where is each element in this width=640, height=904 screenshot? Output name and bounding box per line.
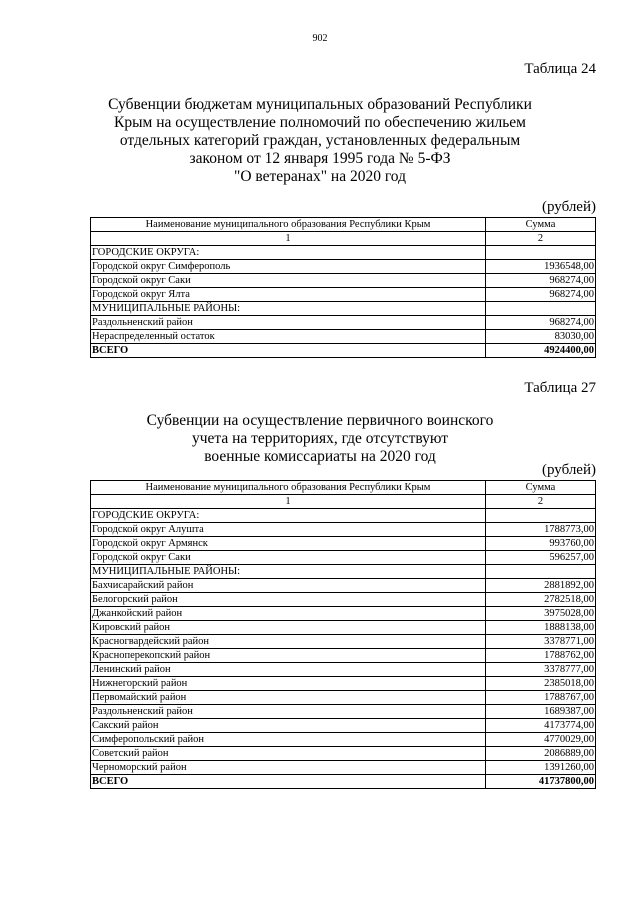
municipality-name: ГОРОДСКИЕ ОКРУГА:: [91, 246, 486, 260]
table-row: [91, 509, 596, 523]
municipality-name: Нижнегорский район: [91, 677, 486, 691]
table-row: [91, 691, 596, 705]
amount: 41737800,00: [485, 775, 595, 789]
amount: 2385018,00: [485, 677, 595, 691]
table-24-units: (рублей): [541, 199, 596, 215]
municipality-name: Первомайский район: [91, 691, 486, 705]
title-line: законом от 12 января 1995 года № 5-ФЗ: [189, 150, 451, 167]
table-header-row: [91, 218, 596, 232]
municipality-name: Городской округ Симферополь: [91, 260, 486, 274]
amount: [485, 565, 595, 579]
table-row: [91, 260, 596, 274]
table-row: [91, 274, 596, 288]
table-27-label: Таблица 27: [524, 380, 596, 396]
table-row: [91, 677, 596, 691]
table-row: [91, 607, 596, 621]
table-row: [91, 288, 596, 302]
amount: 1788762,00: [485, 649, 595, 663]
total-row: [91, 775, 596, 789]
municipality-name: Кировский район: [91, 621, 486, 635]
amount: 1936548,00: [486, 260, 596, 274]
table-row: [91, 649, 596, 663]
table-row: [91, 246, 596, 260]
column-number-2: 2: [486, 232, 596, 246]
amount: 1888138,00: [485, 621, 595, 635]
table-row: [91, 579, 596, 593]
table-27-units: (рублей): [541, 462, 596, 478]
amount: 993760,00: [485, 537, 595, 551]
amount: 968274,00: [486, 274, 596, 288]
table-row: [91, 663, 596, 677]
amount: 1689387,00: [485, 705, 595, 719]
table-header-row: [91, 481, 596, 495]
amount: 83030,00: [486, 330, 596, 344]
total-row: [91, 344, 596, 358]
title-line: "О ветеранах" на 2020 год: [234, 168, 406, 185]
municipality-name: МУНИЦИПАЛЬНЫЕ РАЙОНЫ:: [91, 302, 486, 316]
title-line: Субвенции на осуществление первичного воинского: [146, 412, 494, 429]
amount: [486, 246, 596, 260]
table-row: [91, 733, 596, 747]
municipality-name: Красноперекопский район: [91, 649, 486, 663]
amount: [485, 509, 595, 523]
table-row: [91, 551, 596, 565]
amount: 3378777,00: [485, 663, 595, 677]
title-line: Крым на осуществление полномочий по обеспечению жильем: [114, 114, 526, 131]
table-27-title: [80, 412, 560, 466]
title-line: Субвенции бюджетам муниципальных образований Республики: [108, 96, 532, 113]
municipality-name: Бахчисарайский район: [91, 579, 486, 593]
amount: 4924400,00: [486, 344, 596, 358]
amount: 2086889,00: [485, 747, 595, 761]
table-row: [91, 302, 596, 316]
table-row: [91, 635, 596, 649]
column-number-1: 1: [91, 232, 486, 246]
municipality-name: ВСЕГО: [91, 344, 486, 358]
amount: 1788767,00: [485, 691, 595, 705]
table-24: [90, 217, 596, 358]
column-header-sum: Сумма: [485, 481, 595, 495]
table-row: [91, 565, 596, 579]
municipality-name: Городской округ Саки: [91, 551, 486, 565]
municipality-name: Симферопольский район: [91, 733, 486, 747]
municipality-name: Раздольненский район: [91, 316, 486, 330]
municipality-name: Городской округ Саки: [91, 274, 486, 288]
municipality-name: ГОРОДСКИЕ ОКРУГА:: [91, 509, 486, 523]
table-row: [91, 719, 596, 733]
municipality-name: Красногвардейский район: [91, 635, 486, 649]
municipality-name: Сакский район: [91, 719, 486, 733]
amount: 1788773,00: [485, 523, 595, 537]
municipality-name: Белогорский район: [91, 593, 486, 607]
table-24-label: Таблица 24: [524, 61, 596, 77]
column-number-1: 1: [91, 495, 486, 509]
municipality-name: Ленинский район: [91, 663, 486, 677]
amount: 3975028,00: [485, 607, 595, 621]
municipality-name: ВСЕГО: [91, 775, 486, 789]
amount: 3378771,00: [485, 635, 595, 649]
amount: [486, 302, 596, 316]
column-header-sum: Сумма: [486, 218, 596, 232]
municipality-name: Нераспределенный остаток: [91, 330, 486, 344]
municipality-name: Черноморский район: [91, 761, 486, 775]
column-header-name: Наименование муниципального образования Республики Крым: [91, 481, 486, 495]
municipality-name: МУНИЦИПАЛЬНЫЕ РАЙОНЫ:: [91, 565, 486, 579]
table-row: [91, 330, 596, 344]
table-row: [91, 761, 596, 775]
column-number-2: 2: [485, 495, 595, 509]
municipality-name: Джанкойский район: [91, 607, 486, 621]
table-row: [91, 316, 596, 330]
amount: 596257,00: [485, 551, 595, 565]
municipality-name: Советский район: [91, 747, 486, 761]
table-24-title: [80, 96, 560, 186]
amount: 968274,00: [486, 316, 596, 330]
table-row: [91, 705, 596, 719]
amount: 4173774,00: [485, 719, 595, 733]
municipality-name: Городской округ Ялта: [91, 288, 486, 302]
table-row: [91, 747, 596, 761]
table-row: [91, 621, 596, 635]
amount: 4770029,00: [485, 733, 595, 747]
page-number: 902: [312, 33, 328, 44]
table-row: [91, 593, 596, 607]
amount: 2881892,00: [485, 579, 595, 593]
amount: 2782518,00: [485, 593, 595, 607]
table-27: [90, 480, 596, 789]
table-row: [91, 523, 596, 537]
title-line: военные комиссариаты на 2020 год: [204, 448, 436, 465]
municipality-name: Раздольненский район: [91, 705, 486, 719]
municipality-name: Городской округ Алушта: [91, 523, 486, 537]
amount: 1391260,00: [485, 761, 595, 775]
column-number-row: [91, 495, 596, 509]
column-header-name: Наименование муниципального образования Республики Крым: [91, 218, 486, 232]
column-number-row: [91, 232, 596, 246]
title-line: учета на территориях, где отсутствуют: [191, 430, 449, 447]
amount: 968274,00: [486, 288, 596, 302]
municipality-name: Городской округ Армянск: [91, 537, 486, 551]
table-row: [91, 537, 596, 551]
title-line: отдельных категорий граждан, установленных федеральным: [119, 132, 521, 149]
